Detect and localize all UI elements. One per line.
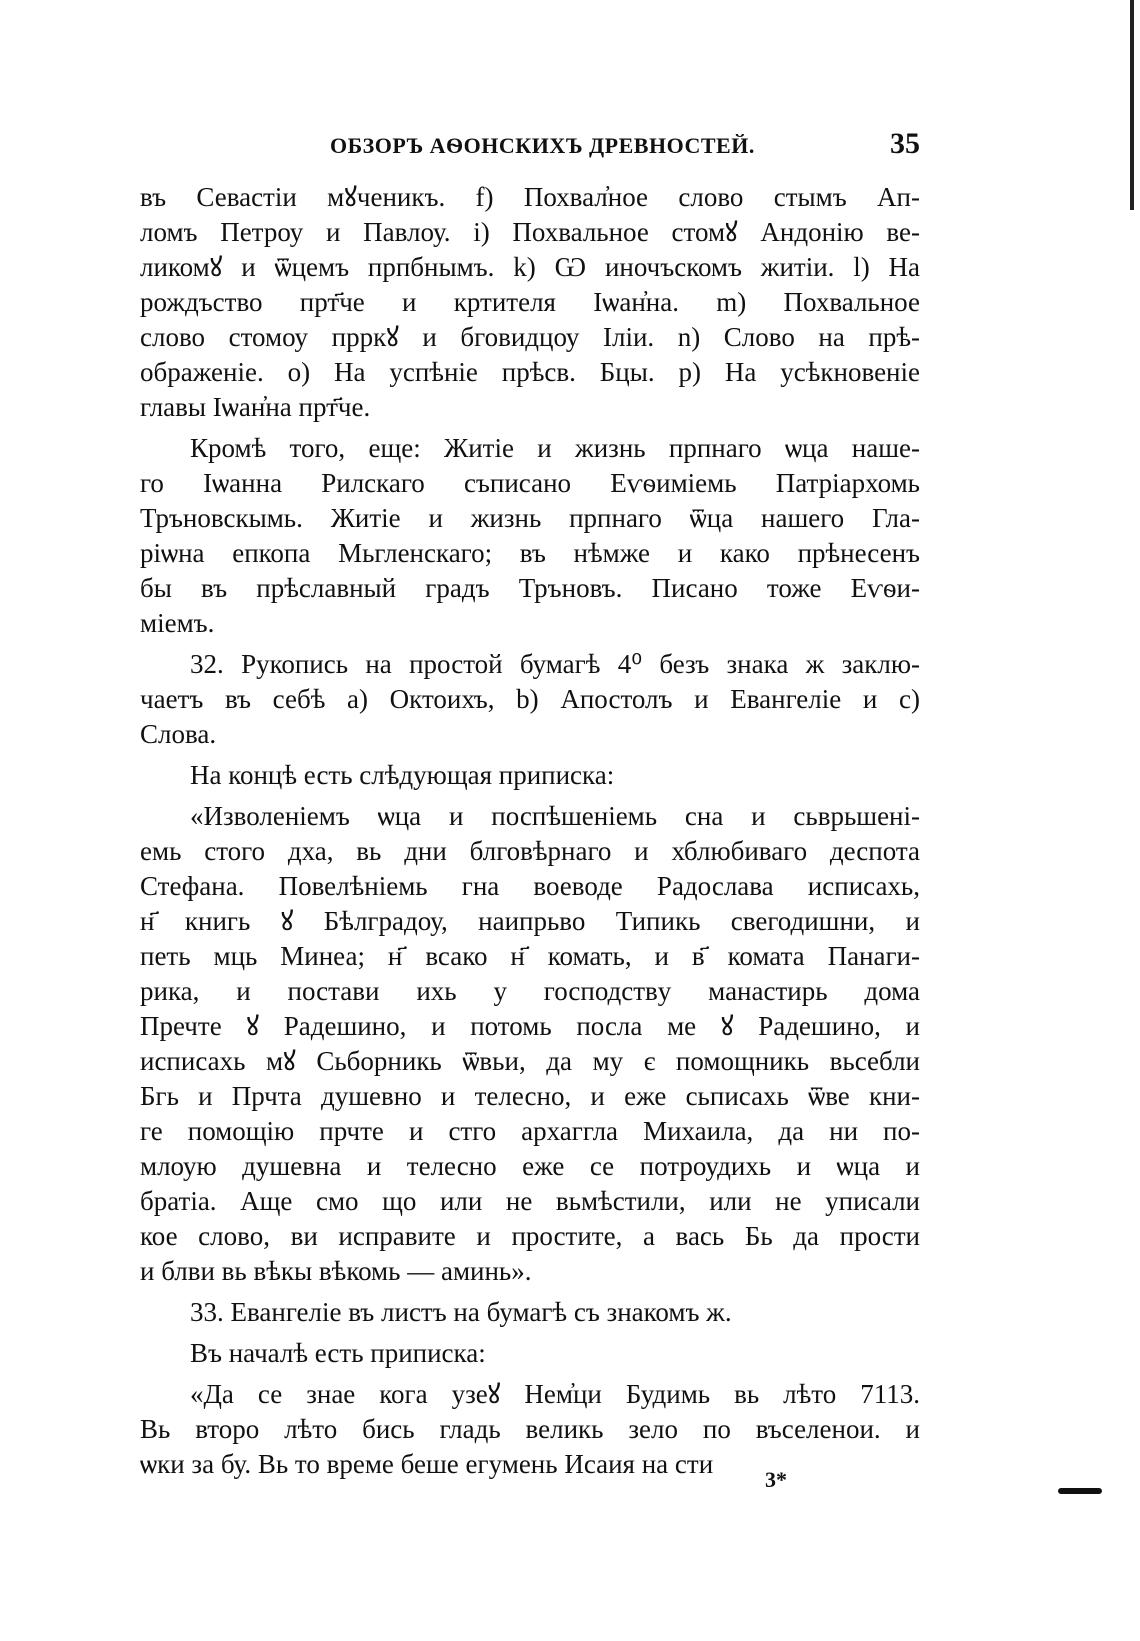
text-line: братіа. Аще смо що или не вьмѣстили, или не уписали bbox=[140, 1186, 920, 1216]
text-line: Кромѣ того, еще: Житіе и жизнь прпнаго ѡца наше- bbox=[190, 433, 920, 463]
paragraph bbox=[140, 799, 920, 1289]
text-line: ге помощію прчте и стго архаггла Михаила, да ни по- bbox=[140, 1116, 920, 1146]
text-line: петь мць Минеа; н҃ всако н҃ комать, и в҃ комата Панаги- bbox=[140, 941, 920, 971]
paragraph bbox=[140, 431, 920, 641]
page-number: 35 bbox=[890, 127, 920, 160]
text-line: «Изволеніемъ ѡца и поспѣшеніемь сна и сьврьшені- bbox=[190, 801, 920, 831]
text-line: рождъство прт҃че и кртителя Іѡан҆на. m) Похвальное bbox=[140, 287, 920, 317]
margin-dash-mark bbox=[1058, 1488, 1102, 1494]
text-line: «Да се знае кога узеꙋ Нем҆ци Будимь вь лѣто 7113. bbox=[190, 1379, 920, 1409]
text-line: чаетъ въ себѣ a) Октоихъ, b) Апостолъ и Евангеліе и c) bbox=[140, 684, 920, 714]
text-line: ріѡна епкопа Мьгленскаго; въ нѣмже и како прѣнесенъ bbox=[140, 538, 920, 568]
paragraph bbox=[140, 1295, 920, 1330]
text-line: Пречте ꙋ Радешино, и потомь посла ме ꙋ Радешино, и bbox=[140, 1011, 920, 1041]
body-text bbox=[140, 180, 920, 1482]
text-line: го Іѡанна Рилскаго съписано Еѵѳиміемь Патріархомь bbox=[140, 468, 920, 498]
page-edge-line bbox=[1130, 0, 1134, 210]
running-title: ОБЗОРЪ АѲОНСКИХЪ ДРЕВНОСТЕЙ. bbox=[330, 133, 755, 158]
text-line: н҃ книгь ꙋ Бѣлградоу, наипрьво Типикь свегодишни, и bbox=[140, 906, 920, 936]
text-line: 33. Евангеліе въ листъ на бумагѣ съ знакомъ ж. bbox=[190, 1297, 732, 1327]
text-line: На концѣ есть слѣдующая приписка: bbox=[190, 760, 615, 790]
text-line: млоую душевна и телесно еже се потроудихь и ѡца и bbox=[140, 1151, 920, 1181]
text-line: слово стомоу прркꙋ и бговидцоу Іліи. n) Слово на прѣ- bbox=[140, 322, 920, 352]
text-line: кое слово, ви исправите и простите, а вась Бь да прости bbox=[140, 1221, 920, 1251]
text-line: Бгь и Прчта душевно и телесно, и еже сьписахь ѿве кни- bbox=[140, 1081, 920, 1111]
text-line: міемъ. bbox=[140, 608, 215, 638]
signature-mark: 3* bbox=[765, 1467, 787, 1492]
text-line: Стефана. Повелѣніемь гна воеводе Радослава исписахь, bbox=[140, 871, 920, 901]
text-line: и блви вь вѣкы вѣкомь — аминь». bbox=[140, 1256, 532, 1286]
page-header bbox=[140, 127, 920, 167]
paragraph bbox=[140, 647, 920, 752]
text-line: ображеніе. o) На успѣніе прѣсв. Бцы. p) На усѣкновеніе bbox=[140, 357, 920, 387]
text-line: ликомꙋ и ѿцемъ прпбнымъ. k) Ѡ иночъскомъ житіи. l) На bbox=[140, 252, 920, 282]
paragraph bbox=[140, 1336, 920, 1371]
text-line: 32. Рукопись на простой бумагѣ 4⁰ безъ знака ж заклю- bbox=[190, 649, 920, 679]
text-line: ѡки за бу. Вь то време беше егумень Исаия на сти bbox=[140, 1449, 714, 1479]
text-line: Въ началѣ есть приписка: bbox=[190, 1338, 486, 1368]
text-line: Вь второ лѣто бись гладь великь зело по въселенои. и bbox=[140, 1414, 920, 1444]
paragraph bbox=[140, 758, 920, 793]
text-line: главы Іѡан҆на прт҃че. bbox=[140, 392, 371, 422]
text-line: бы въ прѣславный градъ Тръновъ. Писано тоже Еѵѳи- bbox=[140, 573, 920, 603]
text-line: Слова. bbox=[140, 719, 217, 749]
paragraph bbox=[140, 180, 920, 425]
paragraph bbox=[140, 1377, 920, 1482]
text-line: ломъ Петроу и Павлоу. i) Похвальное стомꙋ Андонію ве- bbox=[140, 217, 920, 247]
text-line: въ Севастіи мꙋченикъ. f) Похвал҆ное слово стымъ Ап- bbox=[140, 182, 920, 212]
text-line: рика, и постави ихь у господствy манастирь дома bbox=[140, 976, 920, 1006]
text-line: Тръновскымь. Житіе и жизнь прпнаго ѿца нашего Гла- bbox=[140, 503, 920, 533]
text-line: исписахь мꙋ Сьборникь ѿвьи, да му є помощникь вьсебли bbox=[140, 1046, 920, 1076]
text-line: емь стого дха, вь дни блговѣрнаго и хблюбиваго деспота bbox=[140, 836, 920, 866]
